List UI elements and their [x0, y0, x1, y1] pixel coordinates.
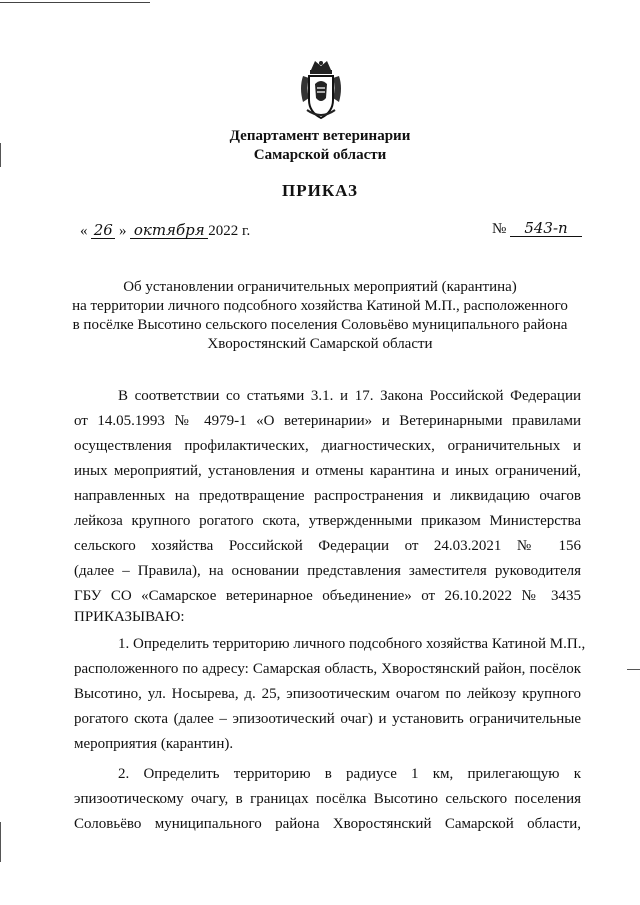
order-number: [492, 220, 582, 238]
scan-margin-mark: [627, 669, 640, 670]
department-name: Департамент ветеринарии: [229, 128, 411, 144]
scan-edge-line: [0, 2, 150, 3]
body-line: от 14.05.1993 № 4979-1 «О ветеринарии» и Ветеринарными правилами: [74, 413, 581, 429]
date-day-handwritten: 26: [91, 222, 115, 239]
coat-of-arms-icon: [297, 58, 345, 122]
body-line: сельского хозяйства Российской Федерации от 24.03.2021 № 156: [74, 538, 581, 554]
body-line: направленных на предотвращение распространения и ликвидацию очагов: [74, 488, 581, 504]
scan-margin-mark: [0, 822, 1, 862]
body-line: 1. Определить территорию личного подсобного хозяйства Катиной М.П.,: [118, 636, 586, 652]
body-line-directive: ПРИКАЗЫВАЮ:: [74, 609, 185, 625]
body-line: Высотино, ул. Носырева, д. 25, эпизоотическим очагом по лейкозу крупного: [74, 686, 581, 702]
date-month-handwritten: октября: [130, 222, 208, 239]
subject-line: на территории личного подсобного хозяйства Катиной М.П., расположенного: [72, 298, 568, 314]
body-line: рогатого скота (далее – эпизоотический очаг) и установить ограничительные: [74, 711, 581, 727]
number-prefix: №: [491, 221, 507, 237]
department-region: Самарской области: [253, 147, 387, 163]
body-line: (далее – Правила), на основании представления заместителя руководителя: [74, 563, 581, 579]
document-title: ПРИКАЗ: [282, 181, 358, 200]
number-handwritten: 543-п: [510, 220, 582, 237]
date-open-quote: «: [80, 223, 88, 239]
body-line: В соответствии со статьями 3.1. и 17. Закона Российской Федерации: [118, 388, 581, 404]
subject-line: Хворостянский Самарской области: [207, 336, 433, 352]
date-close-quote: »: [119, 223, 127, 239]
body-line: лейкоза крупного рогатого скота, утвержденными приказом Министерства: [74, 513, 581, 529]
body-line: Соловьёво муниципального района Хворостянский Самарской области,: [74, 816, 581, 832]
body-line: ГБУ СО «Самарское ветеринарное объединение» от 26.10.2022 № 3435: [74, 588, 581, 604]
body-line: расположенного по адресу: Самарская область, Хворостянский район, посёлок: [74, 661, 581, 677]
body-line: осуществления профилактических, диагностических, ограничительных и: [74, 438, 581, 454]
body-line: эпизоотическому очагу, в границах посёлка Высотино сельского поселения: [74, 791, 581, 807]
body-line: 2. Определить территорию в радиусе 1 км, прилегающую к: [118, 766, 581, 782]
body-line: иных мероприятий, установления и отмены карантина и иных ограничений,: [74, 463, 581, 479]
subject-line: в посёлке Высотино сельского поселения Соловьёво муниципального района: [72, 317, 568, 333]
body-line: мероприятия (карантин).: [74, 736, 234, 752]
order-date: [80, 222, 250, 240]
date-year: 2022 г.: [208, 223, 251, 239]
subject-line: Об установлении ограничительных мероприятий (карантина): [123, 279, 517, 295]
